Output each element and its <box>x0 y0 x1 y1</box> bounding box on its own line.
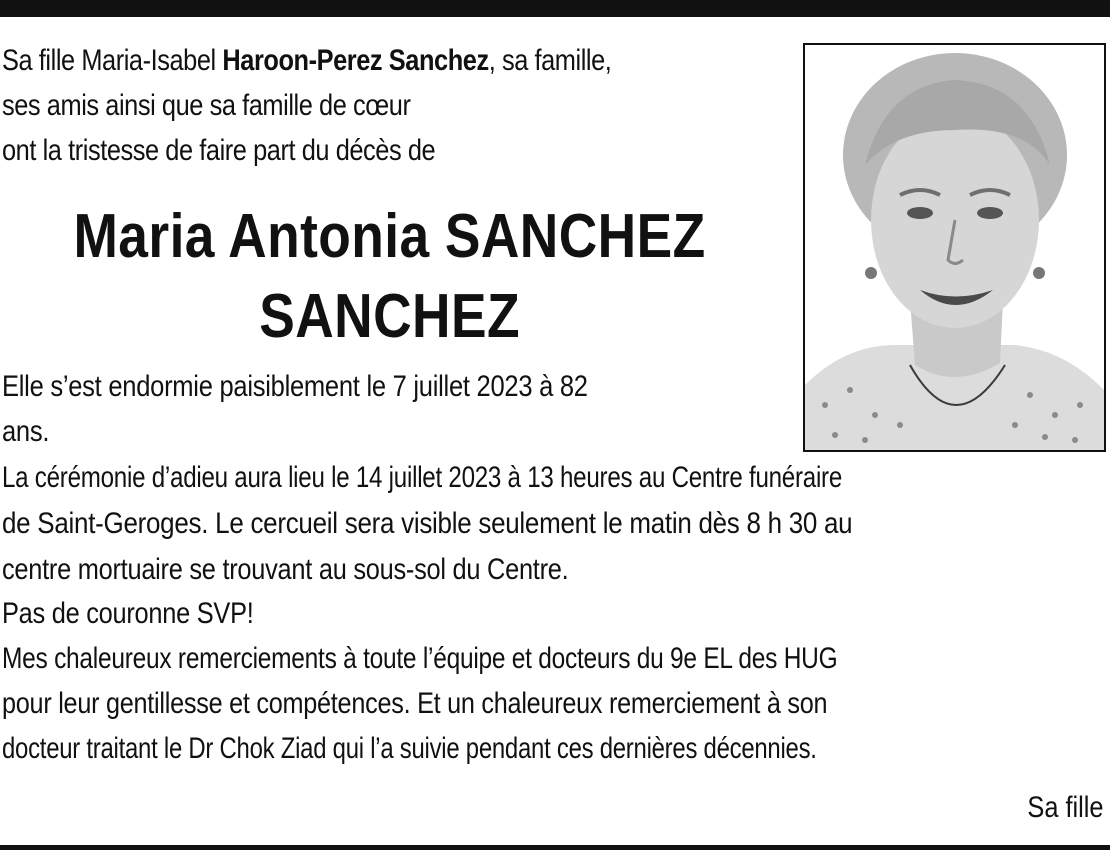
top-border-rule <box>0 0 1110 17</box>
right-eye <box>977 207 1003 219</box>
intro-line-3: ont la tristesse de faire part du décès de <box>2 134 436 167</box>
body-line-1: Elle s’est endormie paisiblement le 7 juillet 2023 à 82 <box>2 370 588 403</box>
body-line-8: pour leur gentillesse et compétences. Et un chaleureux remerciement à son <box>2 687 828 720</box>
deceased-name-line-1: Maria Antonia SANCHEZ <box>73 202 707 271</box>
intro-line-2: ses amis ainsi que sa famille de cœur <box>2 89 411 122</box>
body-line-5: centre mortuaire se trouvant au sous-sol du Centre. <box>2 553 569 586</box>
left-eye <box>907 207 933 219</box>
portrait-illustration <box>805 45 1104 450</box>
intro-line-1: Sa fille Maria-Isabel Haroon-Perez Sanchez, sa famille, <box>2 44 612 77</box>
body-line-7: Mes chaleureux remerciements à toute l’équipe et docteurs du 9e EL des HUG <box>2 642 838 675</box>
bottom-border-rule <box>0 845 1110 850</box>
signature: Sa fille <box>1027 791 1104 824</box>
body-line-4: de Saint-Geroges. Le cercueil sera visible seulement le matin dès 8 h 30 au <box>2 507 853 540</box>
daughter-name: Haroon-Perez Sanchez <box>222 44 489 77</box>
body-line-2: ans. <box>2 415 50 448</box>
deceased-name <box>0 197 780 357</box>
body-line-9: docteur traitant le Dr Chok Ziad qui l’a suivie pendant ces dernières décennies. <box>2 732 817 765</box>
portrait-photo <box>803 43 1106 452</box>
body-line-3: La cérémonie d’adieu aura lieu le 14 juillet 2023 à 13 heures au Centre funéraire <box>2 461 843 494</box>
announcement-intro <box>2 38 681 173</box>
body-line-6: Pas de couronne SVP! <box>2 597 254 630</box>
deceased-name-line-2: SANCHEZ <box>259 282 521 351</box>
